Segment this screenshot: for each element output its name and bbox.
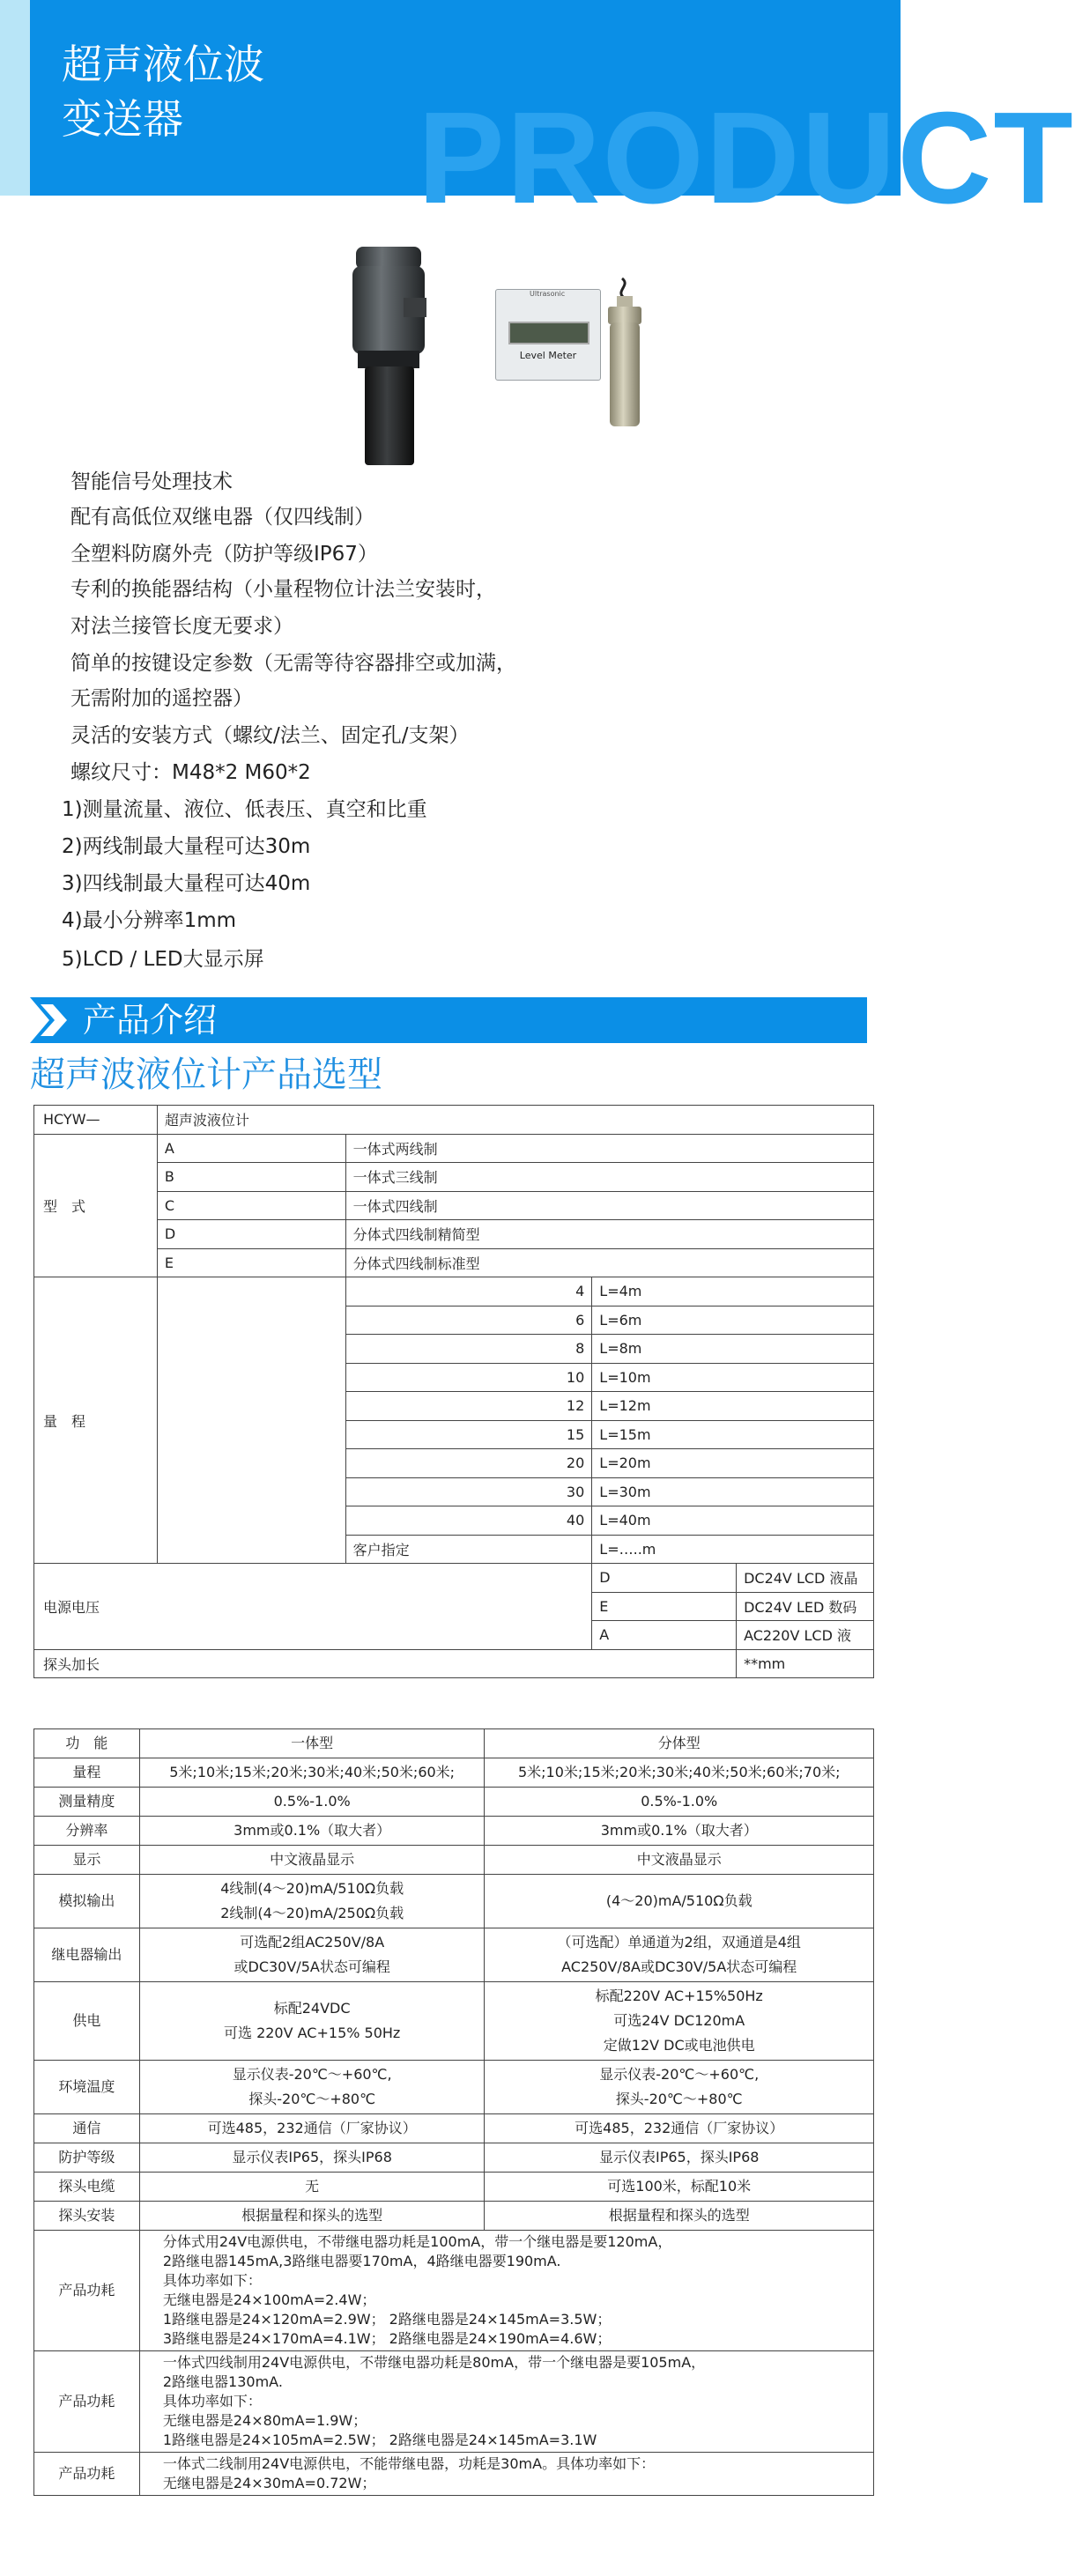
range-code-cell: 8 <box>345 1335 592 1364</box>
spec-table <box>33 1728 874 2496</box>
page-title-line2: 变送器 <box>62 95 183 143</box>
type-desc-cell: 分体式四线制精简型 <box>345 1220 873 1249</box>
type-code-cell: D <box>157 1220 345 1249</box>
feature-item: 无需附加的遥控器） <box>70 687 253 710</box>
range-code-cell: 20 <box>345 1449 592 1478</box>
spec-split-line: 显示仪表IP65，探头IP68 <box>598 2149 760 2165</box>
spec-integrated-cell <box>139 1758 485 1788</box>
spec-integrated-line: 根据量程和探头的选型 <box>241 2207 383 2224</box>
selection-table <box>33 1105 874 1678</box>
table-row <box>34 1788 874 1817</box>
spec-integrated-line: 探头-20℃～+80℃ <box>248 2091 376 2107</box>
feature-item: 智能信号处理技术 <box>70 470 233 493</box>
power-detail-cell <box>139 2351 873 2453</box>
feature-item: 全塑料防腐外壳（防护等级IP67） <box>70 543 378 566</box>
table-row <box>34 1134 874 1163</box>
spec-split-line: 中文液晶显示 <box>636 1851 722 1868</box>
header-split: 分体型 <box>485 1729 874 1758</box>
power-detail-cell <box>139 2231 873 2351</box>
feature-item: 灵活的安装方式（螺纹/法兰、固定孔/支架） <box>70 724 470 747</box>
spec-integrated-cell <box>139 2173 485 2202</box>
power-detail-line: 无继电器是24×80mA=1.9W； <box>162 2412 367 2429</box>
spec-integrated-cell <box>139 1928 485 1982</box>
spec-split-line: 可选100米，标配10米 <box>607 2178 752 2195</box>
power-code-cell: A <box>592 1621 737 1650</box>
custom-range-value-cell: L=…..m <box>592 1535 874 1564</box>
probe-ext-value-cell: **mm <box>737 1649 874 1678</box>
table-row <box>34 1649 874 1678</box>
table-row <box>34 1220 874 1249</box>
feature-item: 5)LCD / LED大显示屏 <box>62 948 264 971</box>
spec-split-cell <box>485 2173 874 2202</box>
spec-split-cell <box>485 1875 874 1928</box>
range-code-cell: 40 <box>345 1506 592 1536</box>
power-label-cell: 电源电压 <box>34 1564 592 1650</box>
power-desc-cell: DC24V LED 数码 <box>737 1592 874 1621</box>
type-desc-cell: 一体式三线制 <box>345 1163 873 1192</box>
power-detail-line: 具体功率如下： <box>162 2393 262 2409</box>
spec-integrated-line: 0.5%-1.0% <box>273 1793 351 1810</box>
meter-label-text: Level Meter <box>519 350 577 361</box>
banner-accent-strip <box>0 0 30 196</box>
spec-integrated-line: 无 <box>305 2178 320 2195</box>
spec-split-cell <box>485 1758 874 1788</box>
chevron-right-icon <box>37 1004 72 1036</box>
spec-label-cell: 环境温度 <box>34 2061 140 2114</box>
table-row <box>34 1191 874 1220</box>
spec-integrated-line: 可选配2组AC250V/8A <box>240 1934 385 1951</box>
spec-split-line: 可选24V DC120mA <box>613 2012 745 2029</box>
table-row <box>34 2202 874 2231</box>
spec-integrated-line: 2线制(4～20)mA/250Ω负载 <box>220 1905 404 1921</box>
banner-watermark: PRODUCT <box>418 85 1075 231</box>
spec-label-cell: 分辨率 <box>34 1817 140 1846</box>
power-detail-line: 2路继电器145mA,3路继电器要170mA，4路继电器要190mA. <box>162 2253 561 2269</box>
spec-split-cell <box>485 1788 874 1817</box>
table-header-row <box>34 1729 874 1758</box>
range-desc-cell: L=4m <box>592 1277 874 1307</box>
spec-split-line: 标配220V AC+15%50Hz <box>595 1988 763 2004</box>
spec-split-line: （可选配）单通道为2组，双通道是4组 <box>557 1934 801 1951</box>
table-row <box>34 2453 874 2496</box>
feature-item: 2)两线制最大量程可达30m <box>62 835 311 858</box>
section-title: 产品介绍 <box>83 1001 218 1040</box>
spec-split-line: 根据量程和探头的选型 <box>608 2207 750 2224</box>
integrated-sensor-image <box>351 247 426 465</box>
spec-integrated-line: 标配24VDC <box>273 2000 351 2017</box>
product-photo <box>335 238 643 470</box>
spec-split-line: AC250V/8A或DC30V/5A状态可编程 <box>561 1958 797 1975</box>
spec-integrated-line: 5米;10米;15米;20米;30米;40米;50米;60米; <box>169 1764 456 1780</box>
spec-integrated-cell <box>139 1788 485 1817</box>
spec-split-line: 3mm或0.1%（取大者） <box>600 1822 758 1839</box>
spec-integrated-cell <box>139 1846 485 1875</box>
power-detail-cell <box>139 2453 873 2496</box>
range-spacer-cell <box>157 1277 345 1564</box>
spec-label-cell: 通信 <box>34 2114 140 2143</box>
table-row <box>34 1982 874 2061</box>
page-title-line1: 超声液位波 <box>62 41 264 88</box>
type-desc-cell: 一体式四线制 <box>345 1191 873 1220</box>
spec-integrated-cell <box>139 1817 485 1846</box>
spec-integrated-line: 显示仪表IP65，探头IP68 <box>232 2149 392 2165</box>
spec-split-line: (4～20)mA/510Ω负载 <box>605 1892 752 1909</box>
table-row <box>34 1846 874 1875</box>
range-desc-cell: L=40m <box>592 1506 874 1536</box>
spec-integrated-cell <box>139 2061 485 2114</box>
section-subtitle: 超声波液位计产品选型 <box>30 1055 382 1095</box>
range-desc-cell: L=6m <box>592 1306 874 1335</box>
power-detail-line: 2路继电器130mA. <box>162 2373 283 2390</box>
range-desc-cell: L=12m <box>592 1392 874 1421</box>
probe-ext-label-cell: 探头加长 <box>34 1649 737 1678</box>
spec-label-cell: 继电器输出 <box>34 1928 140 1982</box>
power-desc-cell: AC220V LCD 液 <box>737 1621 874 1650</box>
feature-item: 4)最小分辨率1mm <box>62 909 237 932</box>
feature-item: 简单的按键设定参数（无需等待容器排空或加满， <box>70 652 516 675</box>
power-detail-line: 无继电器是24×100mA=2.4W； <box>162 2291 376 2308</box>
range-code-cell: 6 <box>345 1306 592 1335</box>
spec-integrated-cell <box>139 1982 485 2061</box>
spec-split-line: 可选485，232通信（厂家协议） <box>575 2120 784 2136</box>
range-desc-cell: L=20m <box>592 1449 874 1478</box>
table-row <box>34 1106 874 1135</box>
split-probe-image <box>604 278 645 428</box>
table-row <box>34 1758 874 1788</box>
type-code-cell: E <box>157 1248 345 1277</box>
table-row <box>34 2173 874 2202</box>
spec-integrated-line: 或DC30V/5A状态可编程 <box>234 1958 390 1975</box>
feature-item: 螺纹尺寸：M48*2 M60*2 <box>70 761 311 784</box>
table-row <box>34 1163 874 1192</box>
spec-integrated-line: 可选485，232通信（厂家协议） <box>207 2120 417 2136</box>
spec-label-cell: 模拟输出 <box>34 1875 140 1928</box>
spec-integrated-line: 4线制(4～20)mA/510Ω负载 <box>220 1880 404 1897</box>
range-desc-cell: L=15m <box>592 1420 874 1449</box>
table-row <box>34 2351 874 2453</box>
power-detail-line: 一体式四线制用24V电源供电，不带继电器功耗是80mA，带一个继电器是要105mA， <box>162 2354 706 2371</box>
power-label-cell: 产品功耗 <box>34 2351 140 2453</box>
spec-integrated-cell <box>139 2114 485 2143</box>
spec-integrated-cell <box>139 1875 485 1928</box>
model-name-cell: 超声波液位计 <box>157 1106 873 1135</box>
spec-label-cell: 测量精度 <box>34 1788 140 1817</box>
spec-split-cell <box>485 1817 874 1846</box>
spec-split-line: 0.5%-1.0% <box>641 1793 718 1810</box>
power-code-cell: E <box>592 1592 737 1621</box>
power-label-cell: 产品功耗 <box>34 2453 140 2496</box>
spec-split-cell <box>485 2061 874 2114</box>
power-detail-line: 一体式二线制用24V电源供电，不能带继电器，功耗是30mA。具体功率如下： <box>162 2455 656 2472</box>
table-row <box>34 1817 874 1846</box>
power-detail-line: 1路继电器是24×120mA=2.9W； 2路继电器是24×145mA=3.5W； <box>162 2311 612 2328</box>
spec-integrated-line: 3mm或0.1%（取大者） <box>234 1822 391 1839</box>
meter-screen <box>508 322 589 344</box>
spec-split-cell <box>485 2143 874 2173</box>
range-desc-cell: L=10m <box>592 1363 874 1392</box>
table-row <box>34 1928 874 1982</box>
table-row <box>34 2143 874 2173</box>
type-desc-cell: 分体式四线制标准型 <box>345 1248 873 1277</box>
header-integrated: 一体型 <box>139 1729 485 1758</box>
power-detail-line: 无继电器是24×30mA=0.72W； <box>162 2475 376 2491</box>
spec-integrated-line: 显示仪表-20℃～+60℃, <box>232 2066 392 2083</box>
spec-split-cell <box>485 1928 874 1982</box>
model-code-cell: HCYW— <box>34 1106 158 1135</box>
power-desc-cell: DC24V LCD 液晶 <box>737 1564 874 1593</box>
spec-integrated-cell <box>139 2143 485 2173</box>
power-code-cell: D <box>592 1564 737 1593</box>
type-desc-cell: 一体式两线制 <box>345 1134 873 1163</box>
spec-split-cell <box>485 1982 874 2061</box>
header-feature: 功 能 <box>34 1729 140 1758</box>
table-row <box>34 2231 874 2351</box>
spec-split-cell <box>485 2202 874 2231</box>
level-meter-image <box>495 289 601 381</box>
header-banner <box>0 0 1075 231</box>
spec-label-cell: 显示 <box>34 1846 140 1875</box>
spec-split-line: 定做12V DC或电池供电 <box>603 2037 755 2054</box>
spec-integrated-line: 中文液晶显示 <box>270 1851 355 1868</box>
spec-label-cell: 探头电缆 <box>34 2173 140 2202</box>
spec-integrated-line: 可选 220V AC+15% 50Hz <box>223 2025 401 2041</box>
spec-label-cell: 量程 <box>34 1758 140 1788</box>
feature-item: 1)测量流量、液位、低表压、真空和比重 <box>62 798 427 821</box>
page-title <box>62 37 264 146</box>
range-code-cell: 4 <box>345 1277 592 1307</box>
feature-item: 专利的换能器结构（小量程物位计法兰安装时， <box>70 578 496 601</box>
feature-item: 配有高低位双继电器（仅四线制） <box>70 506 374 529</box>
table-row <box>34 2114 874 2143</box>
type-code-cell: A <box>157 1134 345 1163</box>
range-desc-cell: L=8m <box>592 1335 874 1364</box>
type-label-cell: 型 式 <box>34 1134 158 1277</box>
table-row <box>34 1277 874 1307</box>
range-code-cell: 30 <box>345 1477 592 1506</box>
meter-brand-text: Ultrasonic <box>530 290 566 298</box>
spec-split-line: 显示仪表-20℃～+60℃, <box>599 2066 760 2083</box>
range-label-cell: 量 程 <box>34 1277 158 1564</box>
range-code-cell: 12 <box>345 1392 592 1421</box>
type-code-cell: B <box>157 1163 345 1192</box>
spec-split-line: 5米;10米;15米;20米;30米;40米;50米;60米;70米; <box>517 1764 841 1780</box>
range-desc-cell: L=30m <box>592 1477 874 1506</box>
spec-split-cell <box>485 1846 874 1875</box>
table-row <box>34 2061 874 2114</box>
spec-label-cell: 探头安装 <box>34 2202 140 2231</box>
power-label-cell: 产品功耗 <box>34 2231 140 2351</box>
range-code-cell: 15 <box>345 1420 592 1449</box>
power-detail-line: 分体式用24V电源供电，不带继电器功耗是100mA，带一个继电器是要120mA， <box>162 2233 672 2250</box>
power-detail-line: 1路继电器是24×105mA=2.5W； 2路继电器是24×145mA=3.1W <box>162 2432 597 2448</box>
power-detail-line: 具体功率如下： <box>162 2272 262 2289</box>
spec-label-cell: 供电 <box>34 1982 140 2061</box>
spec-split-line: 探头-20℃～+80℃ <box>615 2091 743 2107</box>
range-code-cell: 10 <box>345 1363 592 1392</box>
spec-label-cell: 防护等级 <box>34 2143 140 2173</box>
power-detail-line: 3路继电器是24×170mA=4.1W； 2路继电器是24×190mA=4.6W； <box>162 2330 612 2347</box>
custom-range-label-cell: 客户指定 <box>345 1535 592 1564</box>
spec-integrated-cell <box>139 2202 485 2231</box>
spec-split-cell <box>485 2114 874 2143</box>
type-code-cell: C <box>157 1191 345 1220</box>
table-row <box>34 1248 874 1277</box>
feature-item: 3)四线制最大量程可达40m <box>62 872 311 895</box>
table-row <box>34 1564 874 1593</box>
feature-item: 对法兰接管长度无要求） <box>70 615 293 638</box>
table-row <box>34 1875 874 1928</box>
